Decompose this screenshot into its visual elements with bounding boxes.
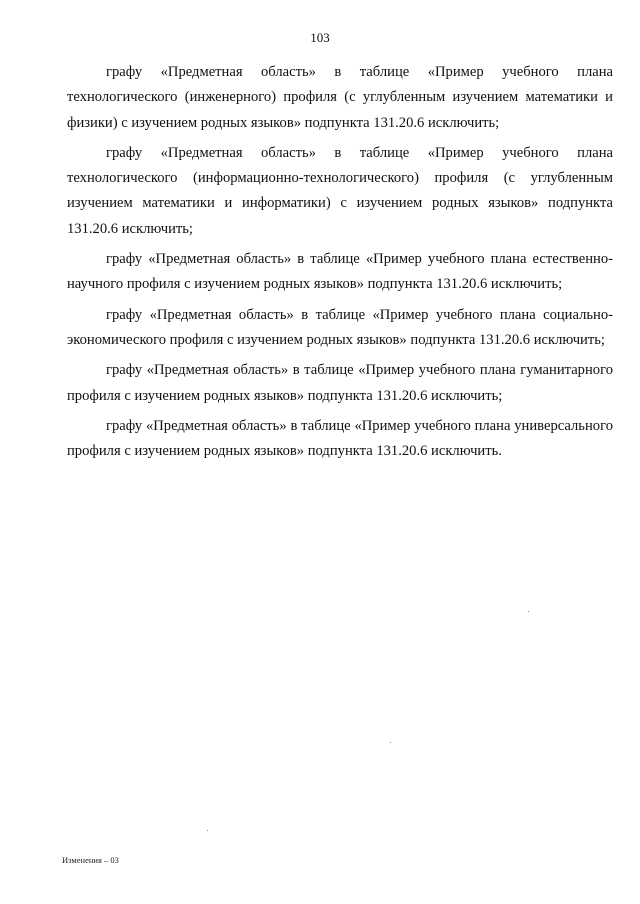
footer-revision-note: Изменения – 03: [62, 855, 119, 865]
scan-speck: [390, 742, 391, 743]
scan-speck: [528, 611, 529, 612]
paragraph-2: графу «Предметная область» в таблице «Пример учебного плана технологического (информационно-технологического) профиля (с углубленным изучением математики и информатики) с изучением родных языков» подпункта 131.20.6 исключить;: [67, 144, 613, 237]
page-number: 103: [310, 30, 330, 45]
paragraph-6: графу «Предметная область» в таблице «Пример учебного плана универсального профиля с изучением родных языков» подпункта 131.20.6 исключить.: [67, 417, 613, 460]
paragraph-4: графу «Предметная область» в таблице «Пример учебного плана социально-экономического профиля с изучением родных языков» подпункта 131.20.6 исключить;: [67, 306, 613, 348]
scan-speck: [207, 830, 208, 831]
document-body: [67, 60, 613, 469]
paragraph-1: графу «Предметная область» в таблице «Пример учебного плана технологического (инженерного) профиля (с углубленным изучением математики и физики) с изучением родных языков» подпункта 131.20.6 исключить;: [67, 64, 613, 131]
paragraph-3: графу «Предметная область» в таблице «Пример учебного плана естественно-научного профиля с изучением родных языков» подпункта 131.20.6 исключить;: [67, 251, 613, 293]
paragraph-5: графу «Предметная область» в таблице «Пример учебного плана гуманитарного профиля с изучением родных языков» подпункта 131.20.6 исключить;: [67, 362, 613, 404]
